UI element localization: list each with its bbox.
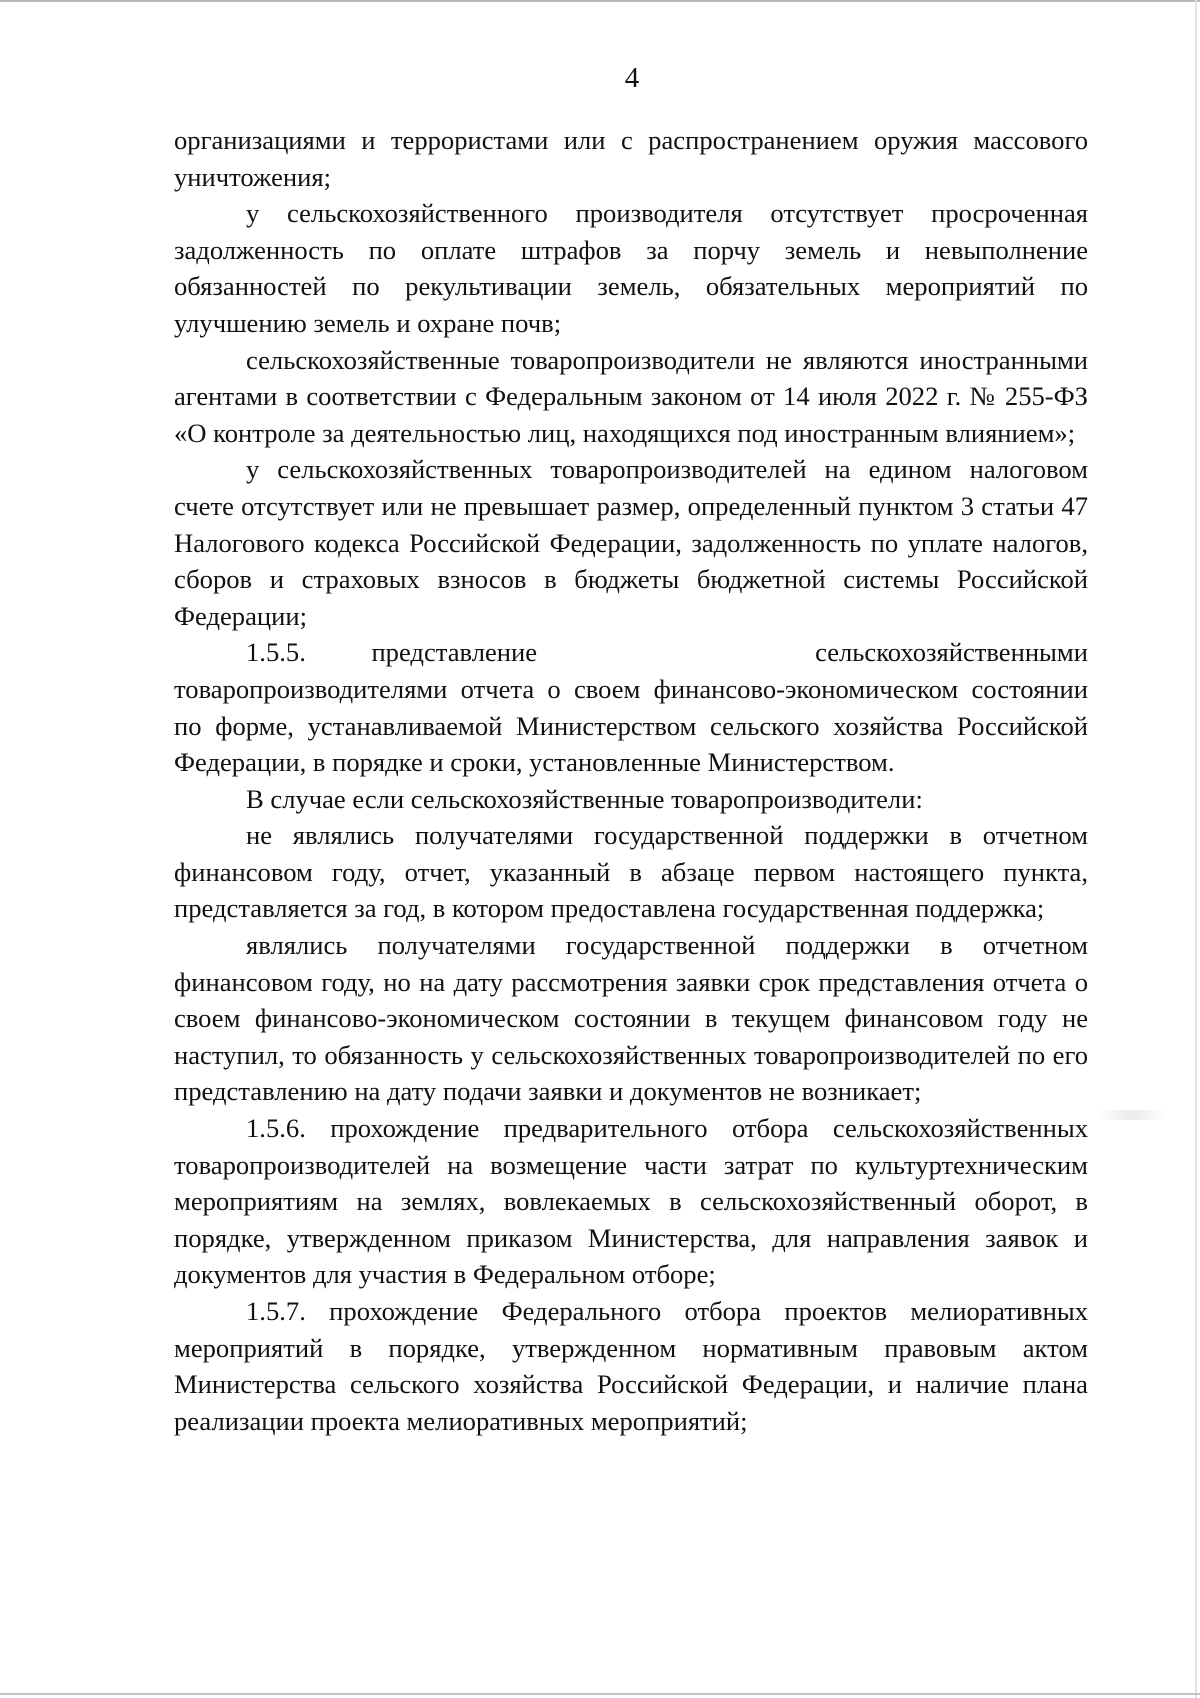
document-body [174, 122, 1088, 1439]
paragraph-1-5-5-rest: сельскохозяйственными товаропроизводителями отчета о своем финансово-экономическом состоянии по форме, устанавливаемой Министерством сельского хозяйства Российской Федерации, в порядке и сроки, установленные Министерством. [174, 637, 1088, 778]
paragraph-1-5-6: 1.5.6. прохождение предварительного отбора сельскохозяйственных товаропроизводителей на возмещение части затрат по культуртехническим мероприятиям на землях, вовлекаемых в сельскохозяйственный оборот, в порядке, утвержденном приказом Министерства, для направления заявок и документов для участия в Федеральном отборе; [174, 1113, 1088, 1290]
paragraph-tax-debt: у сельскохозяйственных товаропроизводителей на едином налоговом счете отсутствует или не превышает размер, определенный пунктом 3 статьи 47 Налогового кодекса Российской Федерации, задолженность по уплате налогов, сборов и страховых взносов в бюджеты бюджетной системы Российской Федерации; [174, 454, 1088, 631]
paragraph-not-recipients: не являлись получателями государственной поддержки в отчетном финансовом году, отчет, указанный в абзаце первом настоящего пункта, представляется за год, в котором предоставлена государственная поддержка; [174, 820, 1088, 924]
paragraph-1-5-5 [174, 634, 1088, 780]
scan-right-edge [1195, 0, 1197, 1698]
paragraph-1-5-7: 1.5.7. прохождение Федерального отбора проектов мелиоративных мероприятий в порядке, утвержденном нормативным правовым актом Министерства сельского хозяйства Российской Федерации, и наличие плана реализации проекта мелиоративных мероприятий; [174, 1296, 1088, 1436]
paragraph-overdue-fines: у сельскохозяйственного производителя отсутствует просроченная задолженность по оплате штрафов за порчу земель и невыполнение обязанностей по рекультивации земель, обязательных мероприятий по улучшению земель и охране почв; [174, 198, 1088, 338]
scan-top-edge [0, 0, 1200, 2]
page-number: 4 [624, 62, 640, 94]
paragraph-in-case: В случае если сельскохозяйственные товаропроизводители: [246, 783, 923, 814]
paragraph-1-5-5-start: 1.5.5. представление [246, 637, 538, 668]
scan-artifact [1096, 1110, 1166, 1120]
scan-bottom-edge [0, 1693, 1200, 1695]
paragraph-foreign-agents: сельскохозяйственные товаропроизводители не являются иностранными агентами в соответствии с Федеральным законом от 14 июля 2022 г. № 255-ФЗ «О контроле за деятельностью лиц, находящихся под иностранным влиянием»; [174, 344, 1088, 448]
paragraph-continuation: организациями и террористами или с распространением оружия массового уничтожения; [174, 125, 1088, 192]
paragraph-recipients: являлись получателями государственной поддержки в отчетном финансовом году, но на дату рассмотрения заявки срок представления отчета о своем финансово-экономическом состоянии в текущем финансовом году не наступил, то обязанность у сельскохозяйственных товаропроизводителей по его представлению на дату подачи заявки и документов не возникает; [174, 930, 1088, 1107]
